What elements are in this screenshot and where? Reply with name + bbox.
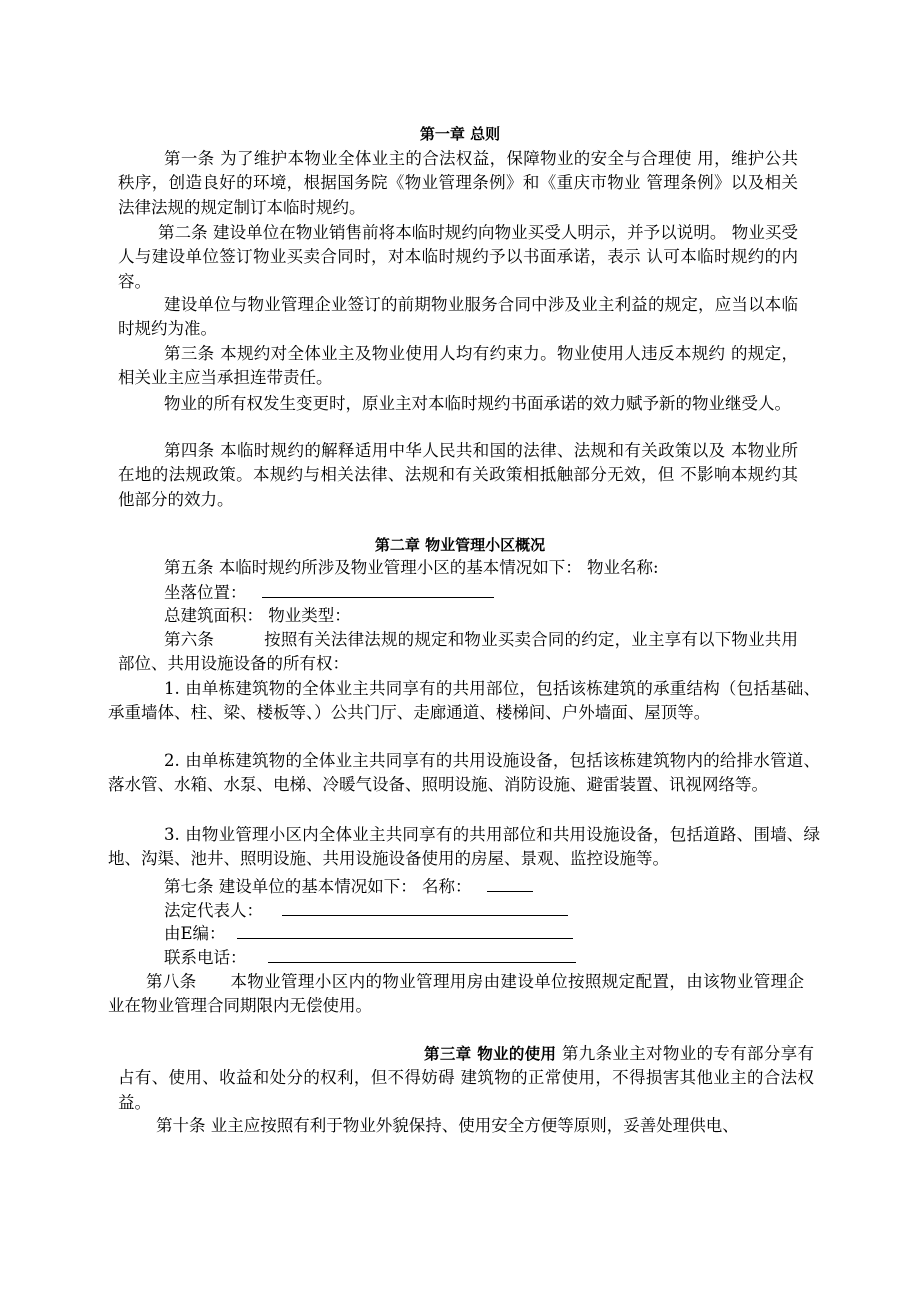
location-blank[interactable] [262, 583, 494, 598]
legal-rep-blank[interactable] [282, 901, 568, 916]
legal-rep-label: 法定代表人： [164, 901, 263, 920]
phone-blank[interactable] [268, 948, 576, 963]
location-label: 坐落位置： [164, 583, 247, 602]
article-6-item-2: 2. 由单栋建筑物的全体业主共同享有的共用设施设备，包括该栋建筑物内的给排水管道、落水管、水箱、水泵、电梯、冷暖气设备、照明设施、消防设施、避雷装置、讯视网络等。 [108, 751, 820, 795]
article-9: 第九条业主对物业的专有部分享有占有、使用、收益和处分的权利，但不得妨碍 建筑物的正常使用，不得损害其他业主的合法权益。 [118, 1044, 814, 1112]
article-1: 第一条 为了维护本物业全体业主的合法权益，保障物业的安全与合理使 用，维护公共秩序，创造良好的环境，根据国务院《物业管理条例》和《重庆市物业 管理条例》以及相关法律法规的规定制订本临时规约。 [118, 149, 798, 217]
postcode-label: 由E编： [164, 924, 226, 943]
phone-row [164, 947, 576, 969]
article-5: 第五条 本临时规约所涉及物业管理小区的基本情况如下： 物业名称: [164, 558, 659, 577]
article-4: 第四条 本临时规约的解释适用中华人民共和国的法律、法规和有关政策以及 本物业所在地的法规政策。本规约与相关法律、法规和有关政策相抵触部分无效，但 不影响本规约其他部分的效力。 [118, 441, 798, 509]
area-type-row: 总建筑面积： 物业类型： [164, 606, 351, 625]
chapter-3-title: 第三章 物业的使用 [424, 1045, 557, 1063]
article-6: 第六条 按照有关法律法规的规定和物业买卖合同的约定，业主享有以下物业共用部位、共用设施设备的所有权： [118, 630, 798, 674]
chapter-1-title: 第一章 总则 [419, 125, 501, 143]
chapter-2-title: 第二章 物业管理小区概况 [374, 536, 546, 554]
article-7: 第七条 建设单位的基本情况如下： 名称： [164, 877, 472, 896]
article-6-item-3: 3. 由物业管理小区内全体业主共同享有的共用部位和共用设施设备，包括道路、围墙、绿地、沟渠、池井、照明设施、共用设施设备使用的房屋、景观、监控设施等。 [108, 825, 820, 869]
article-6-item-1: 1. 由单栋建筑物的全体业主共同享有的共用部位，包括该栋建筑的承重结构（包括基础、承重墙体、柱、梁、楼板等、）公共门厅、走廊通道、楼梯间、户外墙面、屋顶等。 [108, 679, 820, 723]
article-10: 第十条 业主应按照有利于物业外貌保持、使用安全方便等原则，妥善处理供电、 [156, 1116, 739, 1135]
article-2: 第二条 建设单位在物业销售前将本临时规约向物业买受人明示，并予以说明。 物业买受人与建设单位签订物业买卖合同时，对本临时规约予以书面承诺，表示 认可本临时规约的内容。 [118, 223, 798, 291]
article-8: 第八条 本物业管理小区内的物业管理用房由建设单位按照规定配置，由该物业管理企业在物业管理合同期限内无偿使用。 [108, 972, 804, 1016]
postcode-row [164, 923, 573, 945]
postcode-blank[interactable] [237, 924, 573, 939]
chapter-3-block [118, 1042, 814, 1115]
article-2-paragraph-2: 建设单位与物业管理企业签订的前期物业服务合同中涉及业主利益的规定，应当以本临时规约为准。 [118, 295, 798, 339]
article-3: 第三条 本规约对全体业主及物业使用人均有约束力。物业使用人违反本规约 的规定，相关业主应当承担连带责任。 [118, 344, 798, 388]
name-blank[interactable] [487, 877, 533, 892]
legal-rep-row [164, 900, 568, 922]
article-3-paragraph-2: 物业的所有权发生变更时，原业主对本临时规约书面承诺的效力赋予新的物业继受人。 [164, 394, 791, 413]
phone-label: 联系电话： [164, 948, 247, 967]
location-row [164, 582, 494, 604]
article-7-row [164, 876, 533, 898]
